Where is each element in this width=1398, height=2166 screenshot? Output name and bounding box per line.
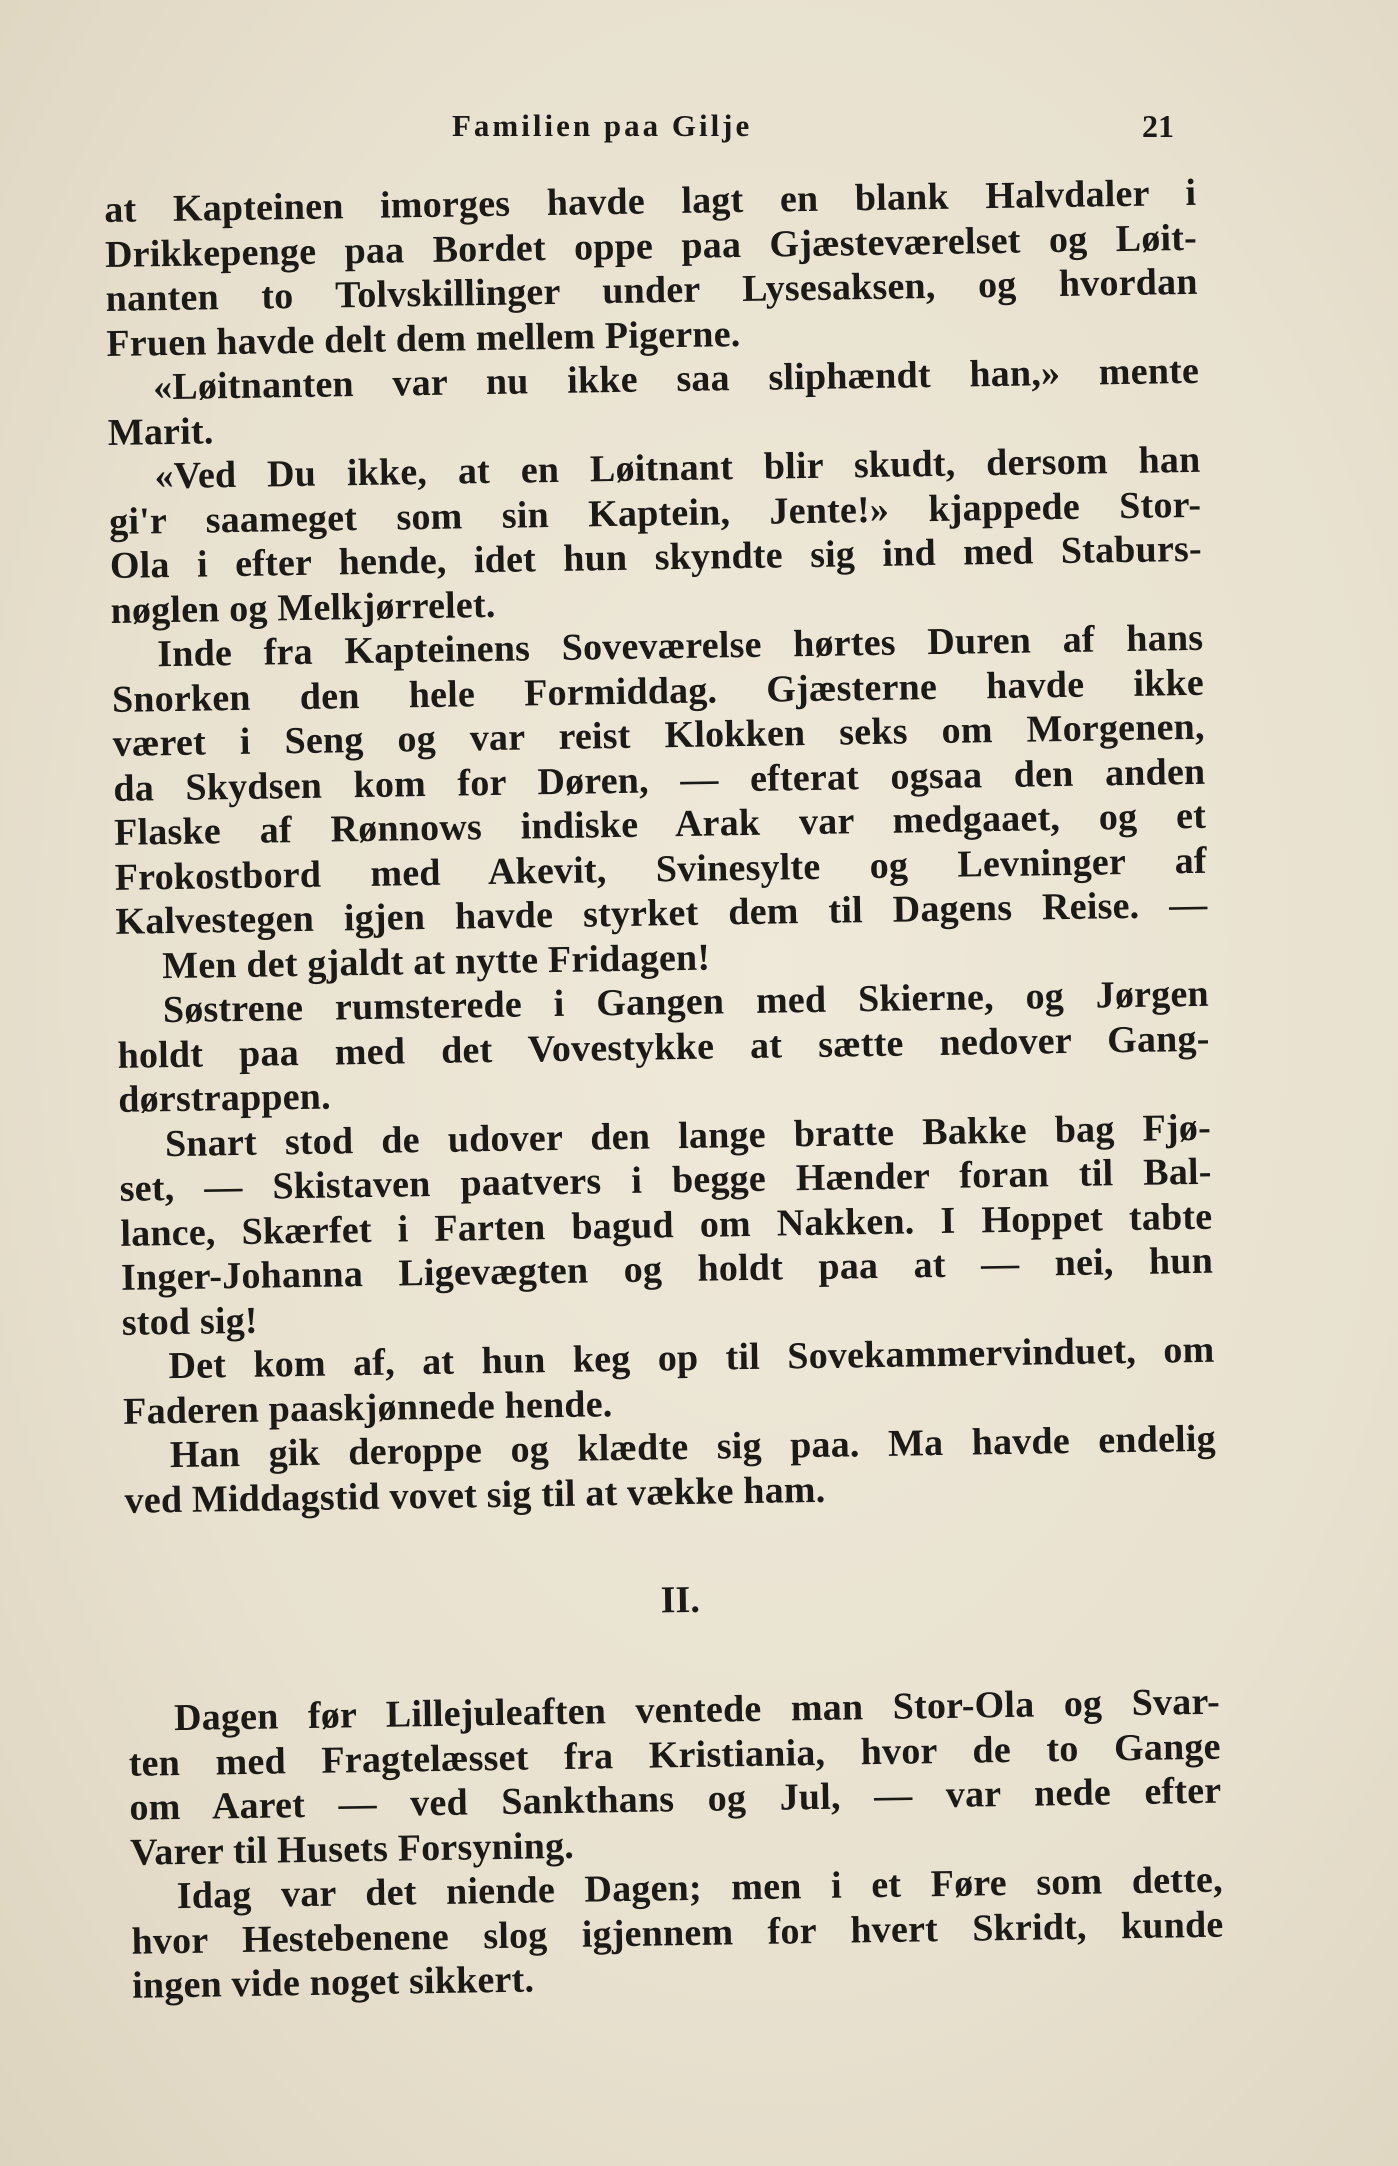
text-line: nanten to Tolvskillinger under Lysesaksen, og hvordan (105, 260, 1198, 320)
text-line: nøglen og Melkjørrelet. (110, 583, 496, 632)
text-line: Inger-Johanna Ligevægten og holdt paa at — nei, hun (120, 1239, 1214, 1299)
section-two (128, 1680, 1225, 2009)
section-one (104, 171, 1217, 1523)
body-text (104, 171, 1224, 2008)
text-line: gi'r saameget som sin Kaptein, Jente!» kjappede Stor- (108, 483, 1202, 543)
text-line: Varer til Husets Forsyning. (129, 1824, 575, 1874)
text-line: været i Seng og var reist Klokken seks om Morgenen, (112, 705, 1205, 765)
page-header (0, 108, 1398, 152)
text-line: stod sig! (121, 1299, 259, 1344)
text-line: Frokostbord med Akevit, Svinesylte og Levninger af (114, 839, 1208, 899)
running-title: Familien paa Gilje (452, 108, 753, 143)
text-line: holdt paa med det Vovestykke at sætte nedover Gang- (117, 1017, 1210, 1077)
text-line: Drikkepenge paa Bordet oppe paa Gjæsteværelset og Løit- (104, 216, 1198, 276)
text-line: dørstrappen. (117, 1075, 332, 1121)
text-line: Snorken den hele Formiddag. Gjæsterne havde ikke (111, 661, 1205, 721)
text-line: ingen vide noget sikkert. (131, 1958, 535, 2007)
text-line: om Aaret — ved Sankthans og Jul, — var nede efter (129, 1769, 1222, 1829)
text-line: set, — Skistaven paatvers i begge Hænder foran til Bal- (119, 1150, 1212, 1210)
text-line: Inde fra Kapteinens Soveværelse hørtes Duren af hans (156, 616, 1204, 676)
text-line: ved Middagstid vovet sig til at vække ham. (124, 1468, 826, 1522)
chapter-heading: II. (660, 1578, 701, 1622)
text-line: Marit. (107, 409, 214, 454)
text-line: Dagen før Lillejuleaften ventede man Stor-Ola og Svar- (173, 1680, 1221, 1740)
text-line: Søstrene rumsterede i Gangen med Skierne, og Jørgen (162, 972, 1210, 1032)
text-line: Han gik deroppe og klædte sig paa. Ma havde endelig (169, 1417, 1217, 1477)
text-line: «Ved Du ikke, at en Løitnant blir skudt, dersom han (154, 438, 1201, 498)
text-line: Fruen havde delt dem mellem Pigerne. (106, 312, 741, 365)
text-line: «Løitnanten var nu ikke saa sliphændt han,» mente (152, 349, 1200, 409)
text-line: Flaske af Rønnows indiske Arak var medgaaet, og et (113, 794, 1207, 854)
text-line: Snart stod de udover den lange bratte Bakke bag Fjø- (164, 1106, 1212, 1165)
text-line: Faderen paaskjønnede hende. (122, 1382, 613, 1433)
text-line: Kalvestegen igjen havde styrket dem til Dagens Reise. — (115, 883, 1208, 943)
text-line: hvor Hestebenene slog igjennem for hvert Skridt, kunde (131, 1903, 1224, 1963)
text-line: Men det gjaldt at nytte Fridagen! (161, 936, 711, 987)
text-line: Ola i efter hende, idet hun skyndte sig ind med Staburs- (109, 527, 1203, 587)
text-line: Idag var det niende Dagen; men i et Føre som dette, (176, 1858, 1224, 1918)
text-line: at Kapteinen imorges havde lagt en blank Halvdaler i (104, 171, 1197, 231)
text-line: da Skydsen kom for Døren, — efterat ogsaa den anden (113, 750, 1206, 810)
page-number: 21 (1142, 108, 1174, 144)
text-line: Det kom af, at hun keg op til Sovekammervinduet, om (168, 1328, 1215, 1388)
text-line: ten med Fragtelæsset fra Kristiania, hvor de to Gange (128, 1725, 1221, 1785)
text-line: lance, Skærfet i Farten bagud om Nakken. I Hoppet tabte (120, 1195, 1213, 1255)
